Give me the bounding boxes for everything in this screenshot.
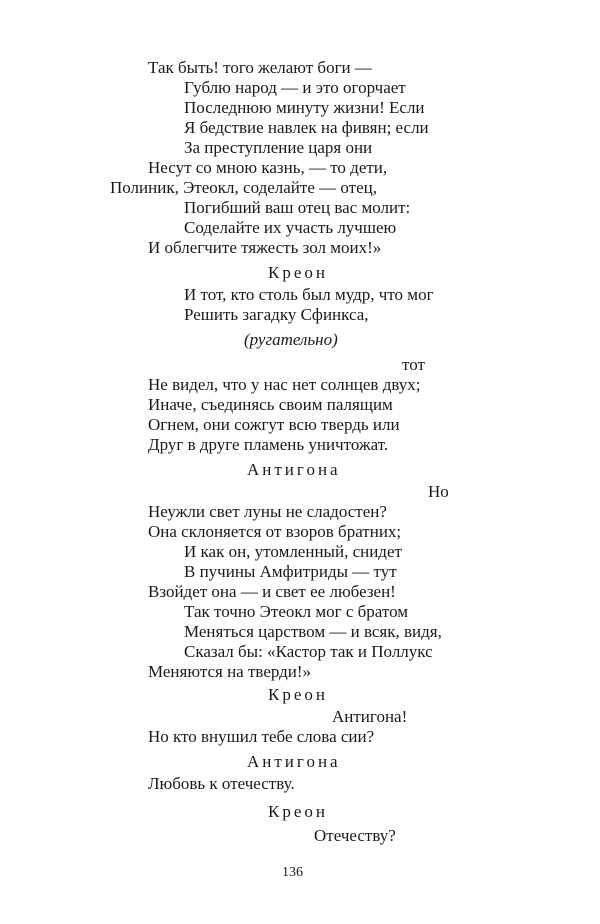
verse-line: Меняются на тверди!» (148, 662, 312, 681)
verse-line: Друг в друге пламень уничтожат. (148, 435, 389, 454)
verse-line: Взойдет она — и свет ее любезен! (148, 582, 396, 601)
speaker-name: Антигона (247, 752, 341, 771)
verse-line: Погибший ваш отец вас молит: (184, 198, 411, 217)
verse-line: И как он, утомленный, снидет (184, 542, 402, 561)
speaker-name: Креон (268, 685, 328, 704)
speaker-name: Креон (268, 802, 328, 821)
verse-line: Сказал бы: «Кастор так и Поллукс (184, 642, 433, 661)
verse-line: Так точно Этеокл мог с братом (184, 602, 409, 621)
verse-line: Любовь к отечеству. (148, 774, 295, 793)
verse-line: Я бедствие навлек на фивян; если (184, 118, 429, 137)
verse-line: тот (402, 355, 425, 374)
verse-line: Иначе, съединясь своим палящим (148, 395, 393, 414)
verse-line: Она склоняется от взоров братних; (148, 522, 402, 541)
verse-line: Антигона! (332, 707, 408, 726)
verse-line: Но (428, 482, 449, 501)
verse-line: Отечеству? (314, 826, 396, 845)
speaker-name: Антигона (247, 460, 341, 479)
verse-line: И облегчите тяжесть зол моих!» (148, 238, 382, 257)
verse-line: В пучины Амфитриды — тут (184, 562, 397, 581)
verse-line: Полиник, Этеокл, соделайте — отец, (110, 178, 377, 197)
verse-line: Несут со мною казнь, — то дети, (148, 158, 388, 177)
verse-line: Решить загадку Сфинкса, (184, 305, 369, 324)
verse-line: Огнем, они сожгут всю твердь или (148, 415, 400, 434)
verse-line: Последнюю минуту жизни! Если (184, 98, 425, 117)
verse-line: Но кто внушил тебе слова сии? (148, 727, 375, 746)
verse-line: Меняться царством — и всяк, видя, (184, 622, 442, 641)
verse-line: Неужли свет луны не сладостен? (148, 502, 387, 521)
verse-line: Соделайте их участь лучшею (184, 218, 397, 237)
verse-line: Гублю народ — и это огорчает (184, 78, 406, 97)
verse-line: Не видел, что у нас нет солнцев двух; (148, 375, 421, 394)
verse-line: За преступление царя они (184, 138, 373, 157)
verse-line: И тот, кто столь был мудр, что мог (184, 285, 434, 304)
stage-direction: (ругательно) (244, 330, 338, 349)
page-number: 136 (282, 865, 303, 880)
speaker-name: Креон (268, 263, 328, 282)
verse-line: Так быть! того желают боги — (148, 58, 372, 77)
